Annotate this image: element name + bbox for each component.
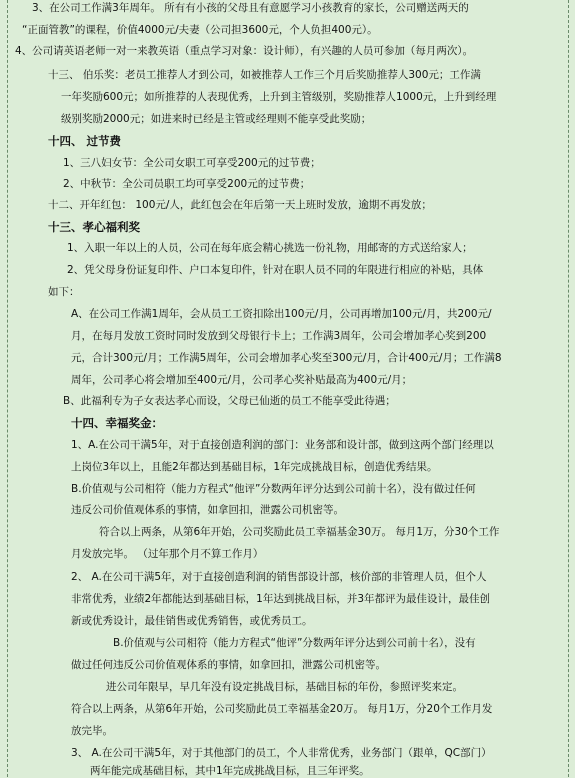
text-line: 违反公司价值观体系的事情，如拿回扣，泄露公司机密等。 [71, 504, 344, 516]
text-line: 上岗位3年以上，且能2年都达到基础目标，1年完成挑战目标，创造优秀结果。 [71, 461, 438, 473]
text-line: 十二、开年红包： 100元/人，此红包会在年后第一天上班时发放，逾期不再发放； [48, 199, 432, 211]
text-line: 月，在每月发放工资时同时发放到父母银行卡上；工作满3周年，公司会增加孝心奖到200 [71, 330, 487, 342]
text-line: 进公司年限早，早几年没有设定挑战目标，基础目标的年份，参照评奖来定。 [106, 681, 463, 693]
text-line: 两年能完成基础目标，其中1年完成挑战目标，且三年评奖。 [90, 765, 370, 777]
text-line: 一年奖励600元；如所推荐的人表现优秀，上升到主管级别，奖励推荐人1000元，上升到经理 [61, 91, 497, 103]
text-line: 2、中秋节：全公司员职工均可享受200元的过节费； [63, 178, 311, 190]
text-line: B.价值观与公司相符（能力方程式“他评”分数两年评分达到公司前十名），没有做过任何 [71, 483, 476, 495]
text-line: 放完毕。 [71, 725, 113, 737]
text-line: 非常优秀，业绩2年都能达到基础目标，1年达到挑战目标，并3年都评为最佳设计，最佳创 [71, 593, 491, 605]
text-line: 十三、 伯乐奖：老员工推荐人才到公司，如被推荐人工作三个月后奖励推荐人300元；工作满 [48, 69, 481, 81]
text-line: 元，合计300元/月；工作满5周年，公司会增加孝心奖至300元/月，合计400元/月；工作满8 [71, 352, 502, 364]
text-line: 3、 A.在公司干满5年，对于其他部门的员工，个人非常优秀，业务部门（跟单，QC部门） [71, 747, 492, 759]
text-line: 3、在公司工作满3年周年。 所有有小孩的父母且有意愿学习小孩教育的家长，公司赠送两天的 [32, 2, 469, 14]
text-line: 2、凭父母身份证复印件、户口本复印件，针对在职人员不同的年限进行相应的补贴，具体 [67, 264, 484, 276]
section-heading: 十三、孝心福利奖 [48, 220, 140, 234]
text-line: 1、三八妇女节：全公司女职工可享受200元的过节费； [63, 157, 321, 169]
text-line: 1、入职一年以上的人员，公司在每年底会精心挑选一份礼物，用邮寄的方式送给家人； [67, 242, 473, 254]
text-line: 符合以上两条，从第6年开始，公司奖励此员工幸福基金20万。 每月1万，分20个工作月发 [71, 703, 493, 715]
text-line: B、此福利专为子女表达孝心而设，父母已仙逝的员工不能享受此待遇； [63, 395, 396, 407]
text-line: A、在公司工作满1周年，会从员工工资扣除出100元/月，公司再增加100元/月，共200元/ [71, 308, 492, 320]
text-line: 新或优秀设计，最佳销售或优秀销售，或优秀员工。 [71, 615, 313, 627]
section-heading: 十四、 过节费 [48, 134, 122, 148]
text-line: 级别奖励2000元；如进来时已经是主管或经理则不能享受此奖励； [61, 113, 372, 125]
text-line: 1、A.在公司干满5年，对于直接创造利润的部门：业务部和设计部，做到这两个部门经理以 [71, 439, 494, 451]
text-line: B.价值观与公司相符（能力方程式“他评”分数两年评分达到公司前十名），没有 [113, 637, 476, 649]
section-heading: 十四、幸福奖金： [71, 416, 163, 430]
text-line: 4、公司请英语老师一对一来教英语（重点学习对象：设计师），有兴趣的人员可参加（每月两次）。 [15, 45, 474, 57]
text-line: 月发放完毕。 （过年那个月不算工作月） [71, 548, 264, 560]
text-line: 做过任何违反公司价值观体系的事情，如拿回扣，泄露公司机密等。 [71, 659, 386, 671]
text-line: 周年，公司孝心将会增加至400元/月，公司孝心奖补贴最高为400元/月； [71, 374, 413, 386]
text-line: “正面管教”的课程，价值4000元/夫妻（公司担3600元，个人负担400元）。 [22, 24, 378, 36]
text-line: 符合以上两条，从第6年开始，公司奖励此员工幸福基金30万。 每月1万，分30个工作 [99, 526, 500, 538]
text-line: 如下： [48, 286, 80, 298]
text-line: 2、 A.在公司干满5年，对于直接创造利润的销售部设计部，核价部的非管理人员，但个人 [71, 571, 487, 583]
